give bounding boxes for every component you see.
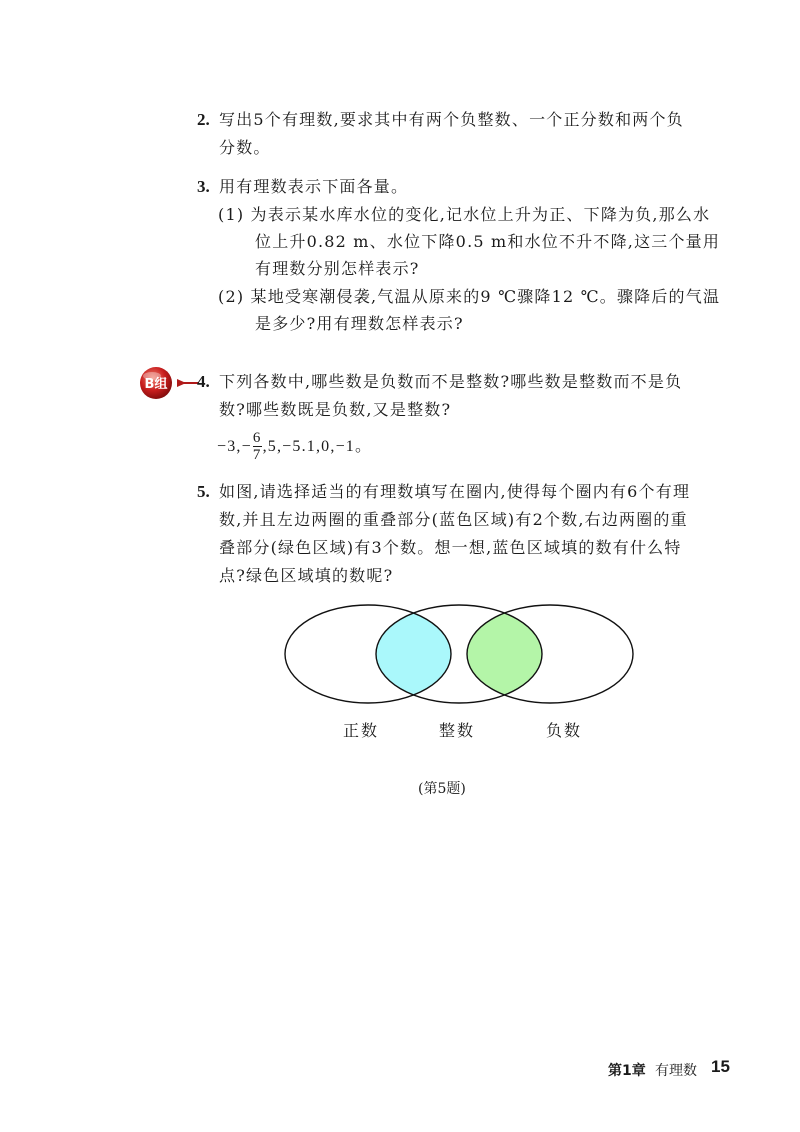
q3-number: 3.	[197, 177, 210, 196]
b-group-badge-icon	[136, 366, 200, 400]
q3-part2-line-2: 是多少?用有理数怎样表示?	[255, 314, 464, 333]
q2-line-2: 分数。	[219, 138, 271, 157]
page-number: 15	[711, 1057, 730, 1076]
q3-part1-line-2: 位上升0.82 m、水位下降0.5 m和水位不升不降,这三个量用	[255, 232, 721, 251]
q5-number: 5.	[197, 482, 210, 501]
figure-caption: (第5题)	[418, 781, 466, 797]
q3-part2-line-1: (2) 某地受寒潮侵袭,气温从原来的9 ℃骤降12 ℃。骤降后的气温	[218, 287, 721, 306]
venn-diagram	[278, 598, 640, 710]
q4-line-2: 数?哪些数既是负数,又是整数?	[219, 400, 452, 419]
venn-label-positive: 正数	[343, 721, 380, 740]
q3-part1-line-3: 有理数分别怎样表示?	[255, 259, 420, 278]
footer-chapter-name: 有理数	[655, 1063, 697, 1079]
q5-line-2: 数,并且左边两圈的重叠部分(蓝色区域)有2个数,右边两圈的重	[219, 510, 688, 529]
q4-number: 4.	[197, 372, 210, 391]
q4-number-list	[217, 430, 372, 464]
q4-fraction	[253, 431, 262, 463]
q5-line-4: 点?绿色区域填的数呢?	[219, 566, 394, 585]
q5-line-1: 如图,请选择适当的有理数填写在圈内,使得每个圈内有6个有理	[219, 482, 691, 501]
q4-list-end: ,5,−5.1,0,−1。	[262, 438, 373, 455]
q5-line-3: 叠部分(绿色区域)有3个数。想一想,蓝色区域填的数有什么特	[219, 538, 682, 557]
q4-line-1: 下列各数中,哪些数是负数而不是整数?哪些数是整数而不是负	[219, 372, 683, 391]
q3-part1-line-1: (1) 为表示某水库水位的变化,记水位上升为正、下降为负,那么水	[218, 205, 711, 224]
venn-label-integer: 整数	[439, 721, 476, 740]
q3-intro: 用有理数表示下面各量。	[219, 177, 409, 196]
b-group-badge-label: B组	[144, 377, 168, 392]
footer-chapter: 第1章	[608, 1063, 646, 1079]
q2-line-1: 写出5个有理数,要求其中有两个负整数、一个正分数和两个负	[219, 110, 684, 129]
q4-list-start: −3,−	[217, 438, 252, 455]
q4-fraction-numerator: 6	[252, 430, 262, 447]
q2-number: 2.	[197, 110, 210, 129]
venn-label-negative: 负数	[546, 721, 583, 740]
q4-fraction-denominator: 7	[252, 447, 262, 464]
